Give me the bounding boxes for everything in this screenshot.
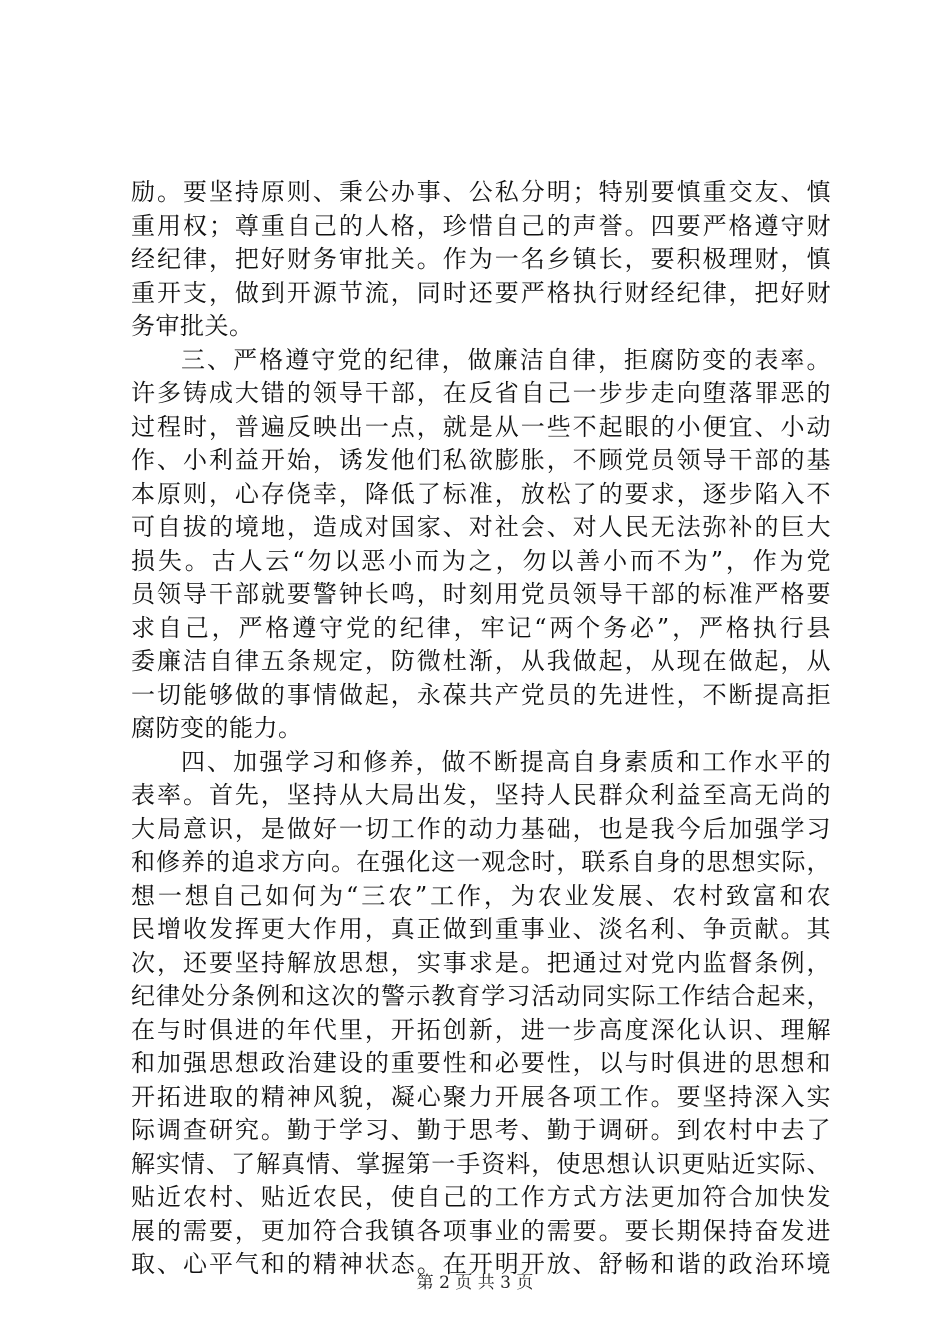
text-line: 励。要坚持原则、秉公办事、公私分明；特别要慎重交友、慎 bbox=[131, 178, 831, 206]
text-line: 和加强思想政治建设的重要性和必要性，以与时俱进的思想和 bbox=[131, 1049, 831, 1077]
text-line: 纪律处分条例和这次的警示教育学习活动同实际工作结合起来， bbox=[131, 982, 831, 1010]
page-footer: 第 2 页 共 3 页 bbox=[416, 1273, 534, 1293]
text-line: 在与时俱进的年代里，开拓创新，进一步高度深化认识、理解 bbox=[131, 1015, 831, 1044]
text-line: 委廉洁自律五条规定，防微杜渐，从我做起，从现在做起，从 bbox=[131, 647, 831, 675]
text-line: 四、加强学习和修养，做不断提高自身素质和工作水平的 bbox=[181, 747, 831, 776]
text-line: 民增收发挥更大作用，真正做到重事业、淡名利、争贡献。其 bbox=[131, 915, 831, 943]
text-line: 贴近农村、贴近农民，使自己的工作方式方法更加符合加快发 bbox=[131, 1183, 831, 1211]
text-line: 员领导干部就要警钟长鸣，时刻用党员领导干部的标准严格要 bbox=[131, 580, 831, 608]
text-line: 表率。首先，坚持从大局出发，坚持人民群众利益至高无尚的 bbox=[131, 781, 831, 809]
text-line: 务审批关。 bbox=[131, 312, 254, 340]
text-line: 过程时，普遍反映出一点，就是从一些不起眼的小便宜、小动 bbox=[131, 412, 831, 441]
text-line: 大局意识，是做好一切工作的动力基础，也是我今后加强学习 bbox=[131, 814, 831, 843]
text-line: 损失。古人云“勿以恶小而为之，勿以善小而不为”，作为党 bbox=[131, 546, 831, 575]
text-line: 际调查研究。勤于学习、勤于思考、勤于调研。到农村中去了 bbox=[131, 1116, 831, 1144]
text-line: 取、心平气和的精神状态。在开明开放、舒畅和谐的政治环境 bbox=[131, 1250, 831, 1278]
text-line: 和修养的追求方向。在强化这一观念时，联系自身的思想实际， bbox=[131, 848, 831, 876]
text-line: 许多铸成大错的领导干部，在反省自己一步步走向堕落罪恶的 bbox=[131, 379, 831, 407]
body-text bbox=[131, 176, 831, 1282]
text-line: 作、小利益开始，诱发他们私欲膨胀，不顾党员领导干部的基 bbox=[131, 446, 831, 474]
text-line: 开拓进取的精神风貌，凝心聚力开展各项工作。要坚持深入实 bbox=[131, 1082, 831, 1111]
text-line: 解实情、了解真情、掌握第一手资料，使思想认识更贴近实际、 bbox=[131, 1149, 831, 1178]
text-line: 可自拔的境地，造成对国家、对社会、对人民无法弥补的巨大 bbox=[131, 513, 831, 541]
text-line: 腐防变的能力。 bbox=[131, 714, 303, 742]
text-line: 重用权；尊重自己的人格，珍惜自己的声誉。四要严格遵守财 bbox=[131, 211, 831, 240]
text-line: 本原则，心存侥幸，降低了标准，放松了的要求，逐步陷入不 bbox=[131, 479, 831, 508]
text-line: 求自己，严格遵守党的纪律，牢记“两个务必”，严格执行县 bbox=[131, 613, 831, 642]
text-line: 重开支，做到开源节流，同时还要严格执行财经纪律，把好财 bbox=[131, 278, 831, 307]
text-line: 次，还要坚持解放思想，实事求是。把通过对党内监督条例， bbox=[131, 948, 831, 977]
text-line: 想一想自己如何为“三农”工作，为农业发展、农村致富和农 bbox=[131, 881, 831, 910]
text-line: 经纪律，把好财务审批关。作为一名乡镇长，要积极理财，慎 bbox=[131, 245, 831, 273]
text-line: 展的需要，更加符合我镇各项事业的需要。要长期保持奋发进 bbox=[131, 1216, 831, 1245]
text-line: 三、严格遵守党的纪律，做廉洁自律，拒腐防变的表率。 bbox=[181, 345, 831, 374]
text-line: 一切能够做的事情做起，永葆共产党员的先进性，不断提高拒 bbox=[131, 680, 831, 709]
